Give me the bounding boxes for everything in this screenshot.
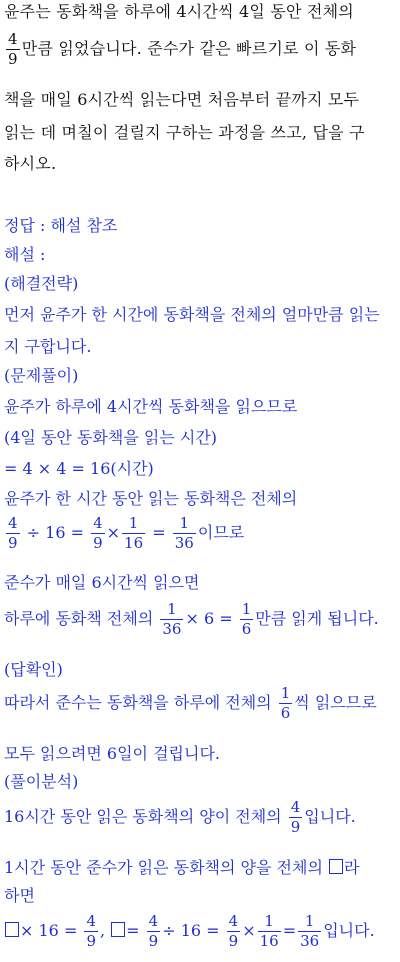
check-line-2: 모두 읽으려면 6일이 걸립니다. <box>4 744 220 763</box>
solution-line-6: 준수가 매일 6시간씩 읽으면 <box>4 573 200 592</box>
question-line-2: $\frac{4}{9}$ 만큼 읽었습니다. 준수가 같은 빠르기로 이 동화 <box>8 30 357 68</box>
question-line-4: 읽는 데 며칠이 걸릴지 구하는 과정을 쓰고, 답을 구 <box>4 123 365 142</box>
question-line-5: 하시오. <box>4 154 57 173</box>
strategy-line-2: 지 구합니다. <box>4 337 92 356</box>
section-solution: (문제풀이) <box>4 366 79 385</box>
equation-4: 16시간 동안 읽은 동화책의 양이 전체의 $\frac{4}{9}$ 입니다. <box>4 798 356 836</box>
question-line-1: 윤주는 동화책을 하루에 4시간씩 4일 동안 전체의 <box>4 2 354 21</box>
analysis-line-3: 하면 <box>4 886 35 905</box>
blank-box-icon <box>5 922 19 937</box>
explanation-label: 해설 : <box>4 245 46 264</box>
equation-5: × 16 = $\frac{4}{9}$ , = $\frac{4}{9}$ ÷ 16 = $\frac{4}{9}$ × $\frac{1}{16}$ = $\frac{1}{36}$ 입니다. <box>4 914 375 949</box>
solution-line-3: = 4 × 4 = 16(시간) <box>4 459 154 478</box>
solution-line-4: 윤주가 한 시간 동안 읽는 동화책은 전체의 <box>4 489 298 508</box>
fraction-4-9: $\frac{4}{9}$ <box>8 30 18 68</box>
solution-line-1: 윤주가 하루에 4시간씩 동화책을 읽으므로 <box>4 397 298 416</box>
blank-box-icon <box>329 859 343 874</box>
section-analysis: (풀이분석) <box>4 772 79 791</box>
strategy-line-1: 먼저 윤주가 한 시간에 동화책을 전체의 얼마만큼 읽는 <box>4 305 380 324</box>
equation-1: $\frac{4}{9}$ ÷ 16 = $\frac{4}{9}$ × $\frac{1}{16}$ = $\frac{1}{36}$ 이므로 <box>8 514 245 552</box>
answer-label: 정답 : 해설 참조 <box>4 216 118 235</box>
analysis-line-2: 1시간 동안 준수가 읽은 동화책의 양을 전체의 라 <box>4 858 360 877</box>
section-strategy: (해결전략) <box>4 274 79 293</box>
question-line-3: 책을 매일 6시간씩 읽는다면 처음부터 끝까지 모두 <box>4 90 360 109</box>
equation-3: 따라서 준수는 동화책을 하루에 전체의 $\frac{1}{6}$ 씩 읽으므로 <box>4 684 377 722</box>
section-check: (답확인) <box>4 660 63 679</box>
solution-line-2: (4일 동안 동화책을 읽는 시간) <box>4 428 218 447</box>
equation-2: 하루에 동화책 전체의 $\frac{1}{36}$ × 6 = $\frac{1}{6}$ 만큼 읽게 됩니다. <box>4 600 379 638</box>
blank-box-icon <box>111 922 125 937</box>
